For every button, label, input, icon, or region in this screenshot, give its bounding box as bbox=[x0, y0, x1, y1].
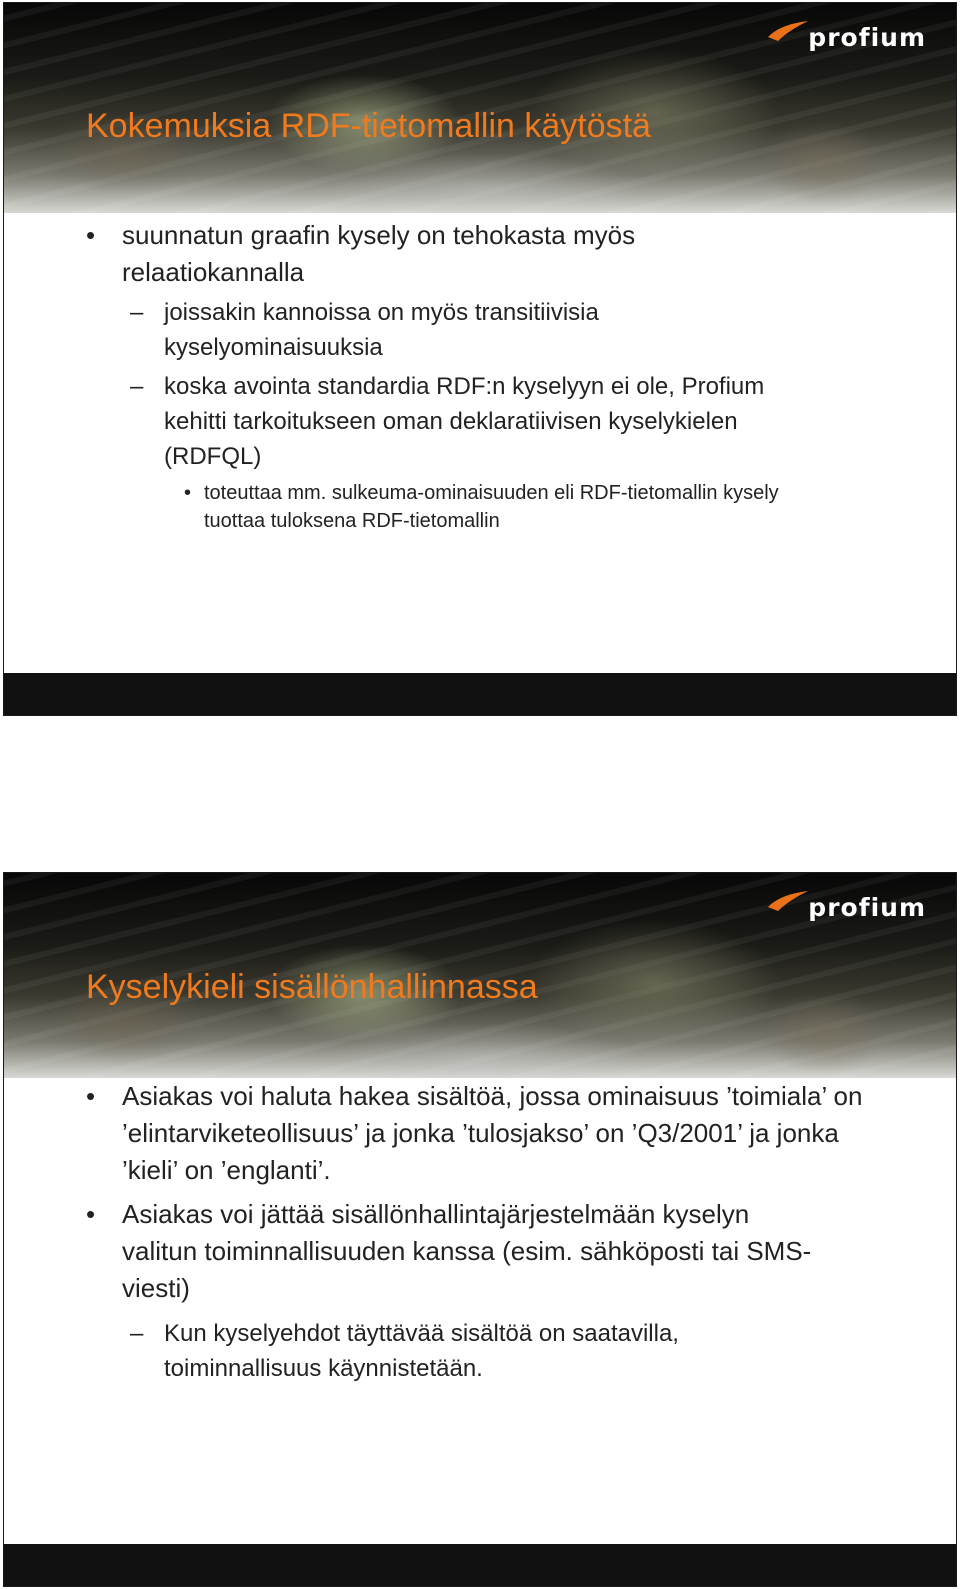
list-item bbox=[86, 217, 802, 291]
logo-text: profium bbox=[808, 893, 926, 922]
item-text: toteuttaa mm. sulkeuma-ominaisuuden eli RDF-tietomallin kysely tuottaa tuloksena RDF-tietomallin bbox=[204, 482, 779, 532]
dash-marker: – bbox=[130, 373, 144, 400]
bullet-marker: • bbox=[86, 220, 96, 250]
dash-marker: – bbox=[130, 299, 144, 326]
list-item bbox=[86, 1078, 882, 1189]
slide-title: Kokemuksia RDF-tietomallin käytöstä bbox=[86, 107, 651, 145]
item-text: suunnatun graafin kysely on tehokasta myös relaatiokannalla bbox=[122, 220, 636, 287]
list-item bbox=[130, 295, 764, 365]
list-item bbox=[130, 369, 824, 474]
swoosh-icon bbox=[766, 17, 810, 43]
item-text: Kun kyselyehdot täyttävää sisältöä on saatavilla, toiminnallisuus käynnistetään. bbox=[164, 1320, 679, 1382]
slide-footer-bar bbox=[4, 1544, 956, 1586]
profium-logo bbox=[766, 17, 926, 57]
slide-header-image bbox=[4, 873, 956, 1078]
bullet-marker: • bbox=[86, 1199, 96, 1229]
item-text: joissakin kannoissa on myös transitiivisia kyselyominaisuuksia bbox=[164, 299, 599, 361]
item-text: Asiakas voi jättää sisällönhallintajärjestelmään kyselyn valitun toiminnallisuuden kanssa (esim. sähköposti tai SMS-viesti) bbox=[122, 1199, 812, 1303]
dash-marker: – bbox=[130, 1320, 144, 1347]
item-text: koska avointa standardia RDF:n kyselyyn ei ole, Profium kehitti tarkoitukseen oman deklaratiivisen kyselykielen (RDFQL) bbox=[164, 373, 765, 470]
slide-footer-bar bbox=[4, 673, 956, 715]
slide-1 bbox=[3, 2, 957, 716]
logo-text: profium bbox=[808, 23, 926, 52]
list-item bbox=[130, 1316, 824, 1386]
slide-2 bbox=[3, 872, 957, 1587]
swoosh-icon bbox=[766, 887, 810, 913]
bullet-marker: • bbox=[86, 1081, 96, 1111]
bullet-marker: • bbox=[184, 482, 192, 504]
profium-logo bbox=[766, 887, 926, 927]
item-text: Asiakas voi haluta hakea sisältöä, jossa ominaisuus ’toimiala’ on ’elintarviketeollisuus’ ja jonka ’tulosjakso’ on ’Q3/2001’ ja jonka ’kieli’ on ’englanti’. bbox=[122, 1081, 863, 1185]
slide-header-image bbox=[4, 3, 956, 213]
list-item bbox=[184, 479, 804, 535]
list-item bbox=[86, 1196, 812, 1307]
slide-title: Kyselykieli sisällönhallinnassa bbox=[86, 968, 538, 1006]
